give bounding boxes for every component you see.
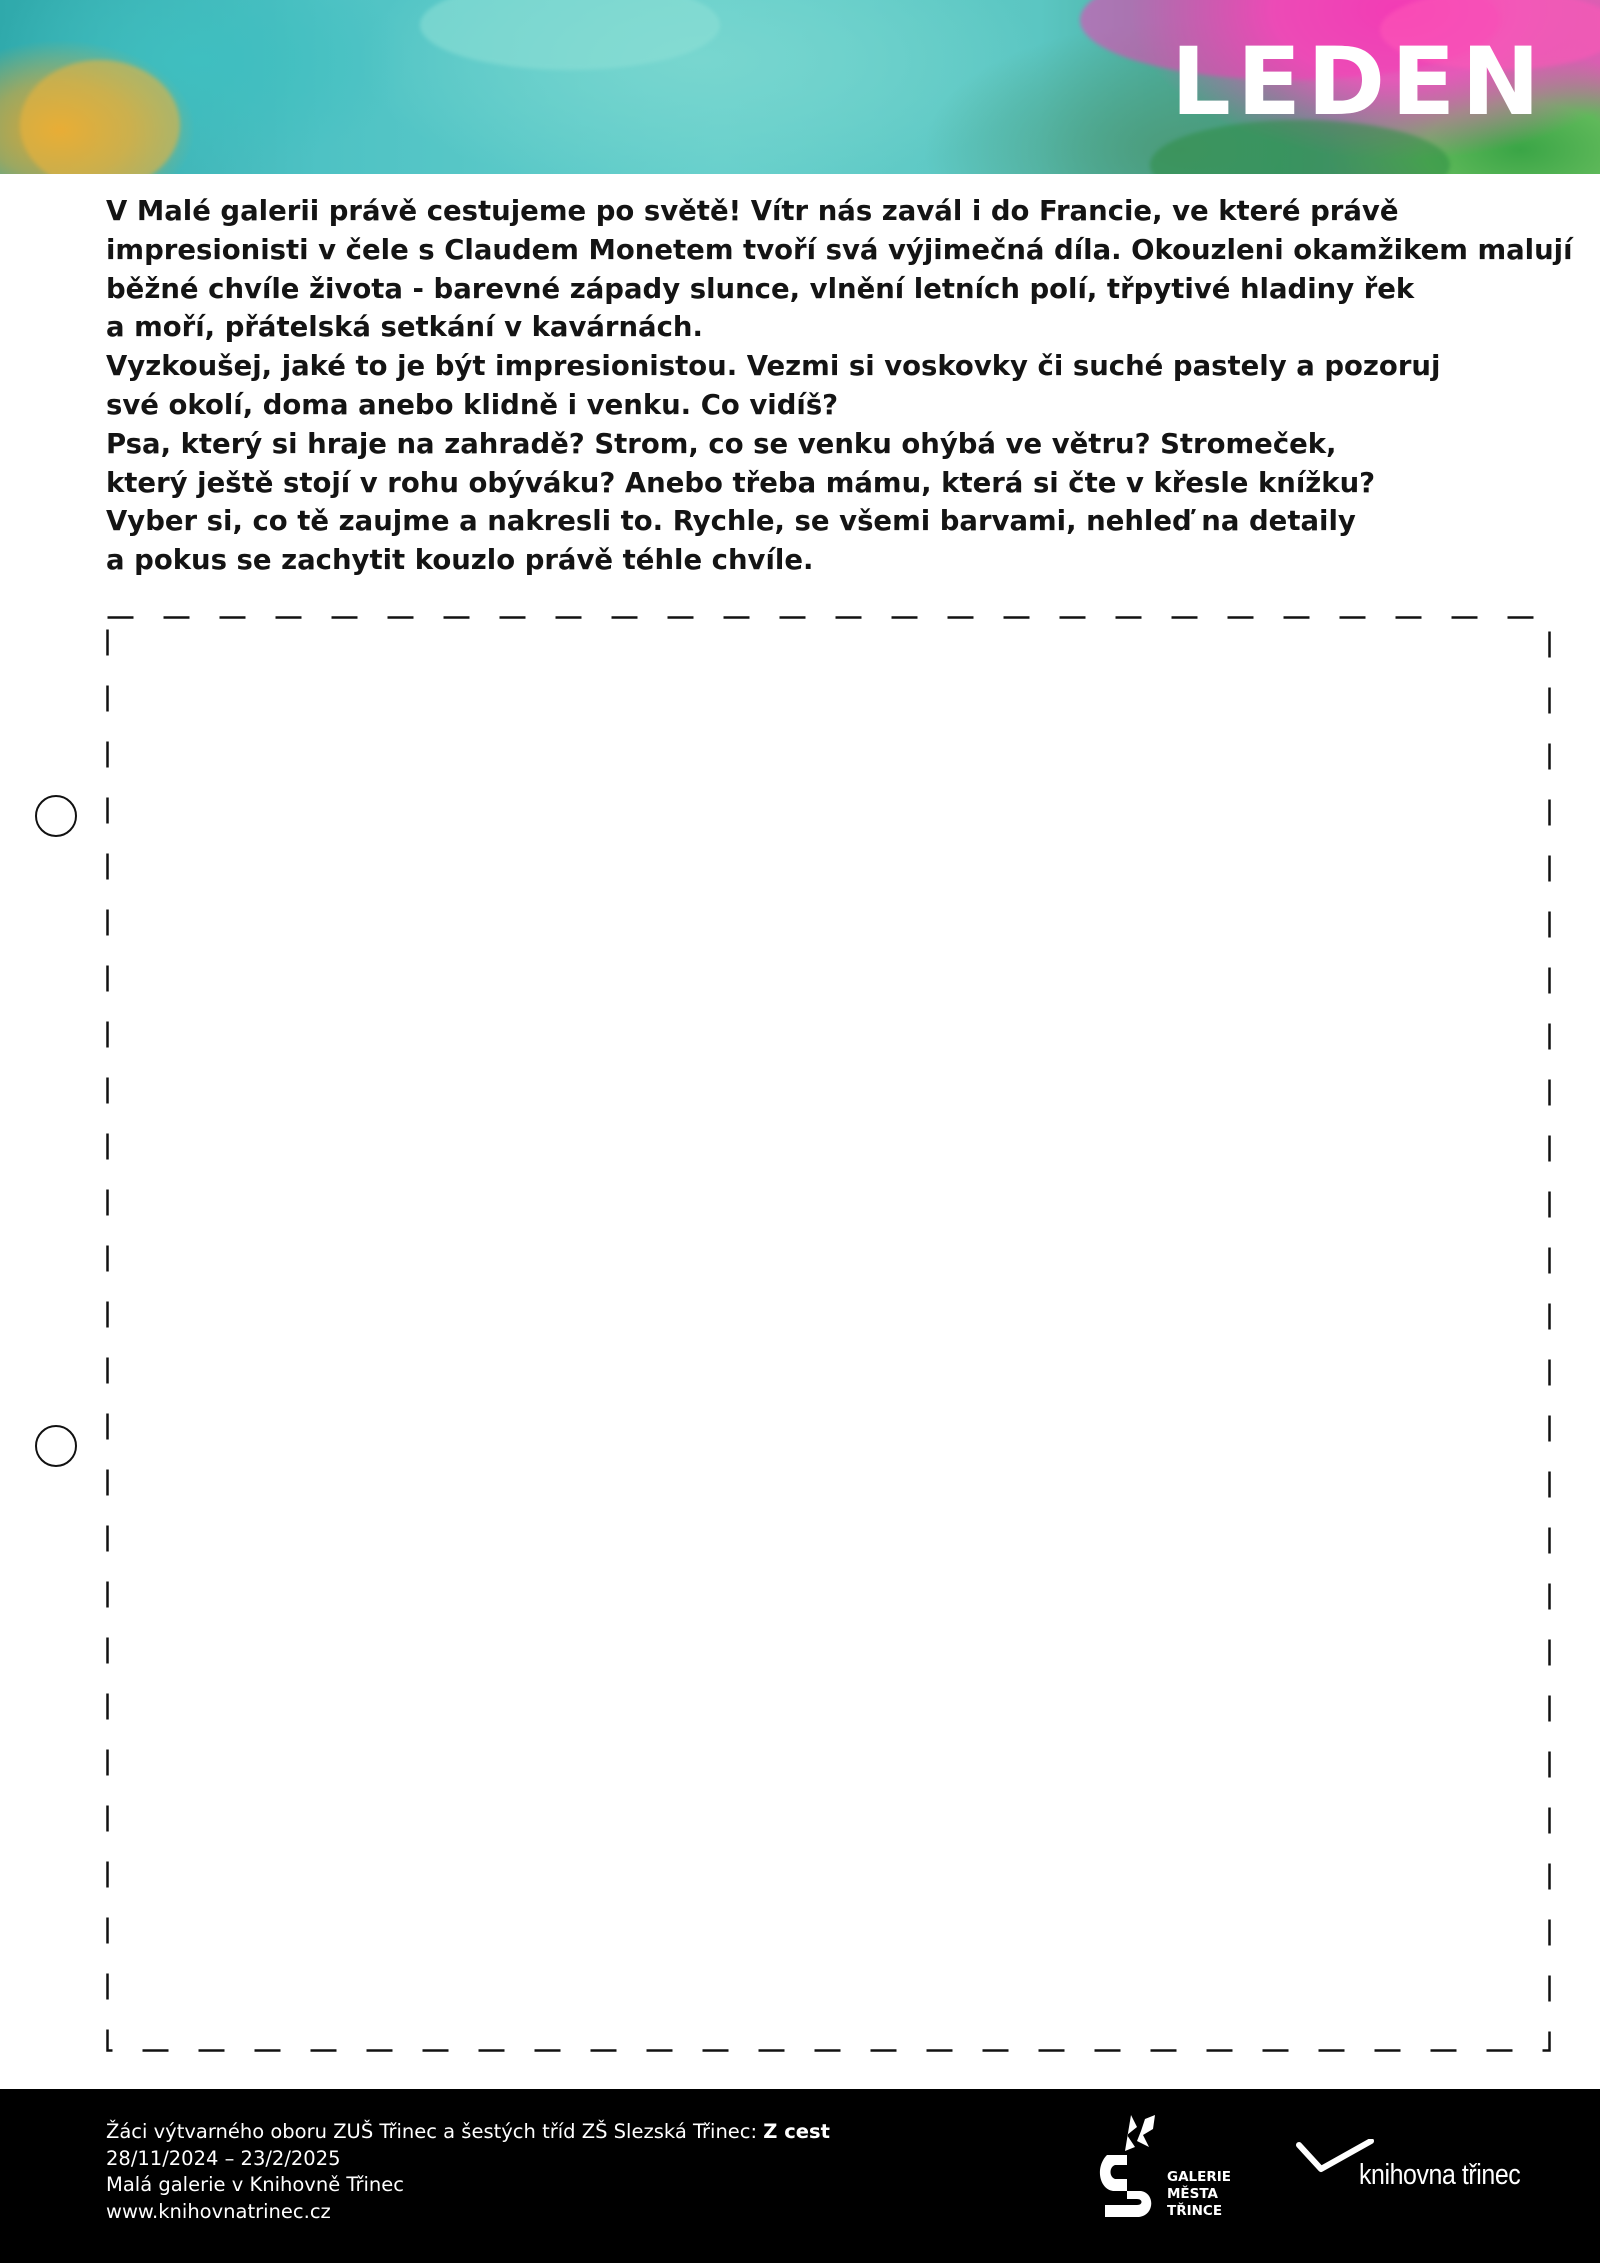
footer-exhibition-title: Z cest <box>763 2120 830 2143</box>
footer-exhibitors: Žáci výtvarného oboru ZUŠ Třinec a šestých tříd ZŠ Slezská Třinec: <box>106 2120 764 2143</box>
gallery-logo <box>1097 2111 1247 2229</box>
footer-venue: Malá galerie v Knihovně Třinec <box>106 2173 404 2196</box>
gallery-logo-text <box>1167 2169 1231 2220</box>
gallery-logo-line: TŘINCE <box>1167 2203 1223 2219</box>
intro-line: impresionisti v čele s Claudem Monetem tvoří svá výjimečná díla. Okouzleni okamžikem malují <box>106 233 1573 266</box>
gallery-mark-icon <box>1097 2111 1167 2223</box>
library-logo-text: knihovna třinec <box>1359 2159 1521 2191</box>
footer-exhibition-line <box>106 2119 830 2146</box>
header-banner <box>0 0 1600 174</box>
footer-dates: 28/11/2024 – 23/2/2025 <box>106 2146 341 2170</box>
intro-line: své okolí, doma anebo klidně i venku. Co vidíš? <box>106 388 839 421</box>
footer-info <box>106 2119 830 2225</box>
paint-stroke <box>420 0 720 70</box>
intro-text <box>106 192 1573 580</box>
intro-line: Psa, který si hraje na zahradě? Strom, co se venku ohýbá ve větru? Stromeček, <box>106 427 1337 460</box>
intro-line: Vyber si, co tě zaujme a nakresli to. Rychle, se všemi barvami, nehleď na detaily <box>106 505 1356 538</box>
dashed-border <box>106 616 1551 2052</box>
intro-line: který ještě stojí v rohu obýváku? Anebo třeba mámu, která si čte v křesle knížku? <box>106 466 1376 499</box>
intro-line: V Malé galerii právě cestujeme po světě! Vítr nás zavál i do Francie, ve které právě <box>106 195 1399 227</box>
footer <box>0 2089 1600 2263</box>
intro-line: běžné chvíle života - barevné západy slunce, vlnění letních polí, třpytivé hladiny řek <box>106 272 1415 305</box>
intro-line: a moří, přátelská setkání v kavárnách. <box>106 311 703 344</box>
gallery-logo-line: GALERIE <box>1167 2169 1231 2185</box>
intro-line: Vyzkoušej, jaké to je být impresionistou. Vezmi si voskovky či suché pastely a pozoruj <box>106 350 1441 383</box>
gallery-logo-line: MĚSTA <box>1167 2186 1218 2202</box>
punch-hole-icon <box>35 1425 77 1467</box>
intro-line: a pokus se zachytit kouzlo právě téhle chvíle. <box>106 544 814 577</box>
page-title: LEDEN <box>1170 28 1546 137</box>
drawing-area[interactable] <box>106 616 1551 2052</box>
library-logo <box>1295 2139 1555 2209</box>
footer-website-link[interactable]: www.knihovnatrinec.cz <box>106 2199 331 2223</box>
punch-hole-icon <box>35 795 77 837</box>
paint-stroke <box>20 60 180 174</box>
